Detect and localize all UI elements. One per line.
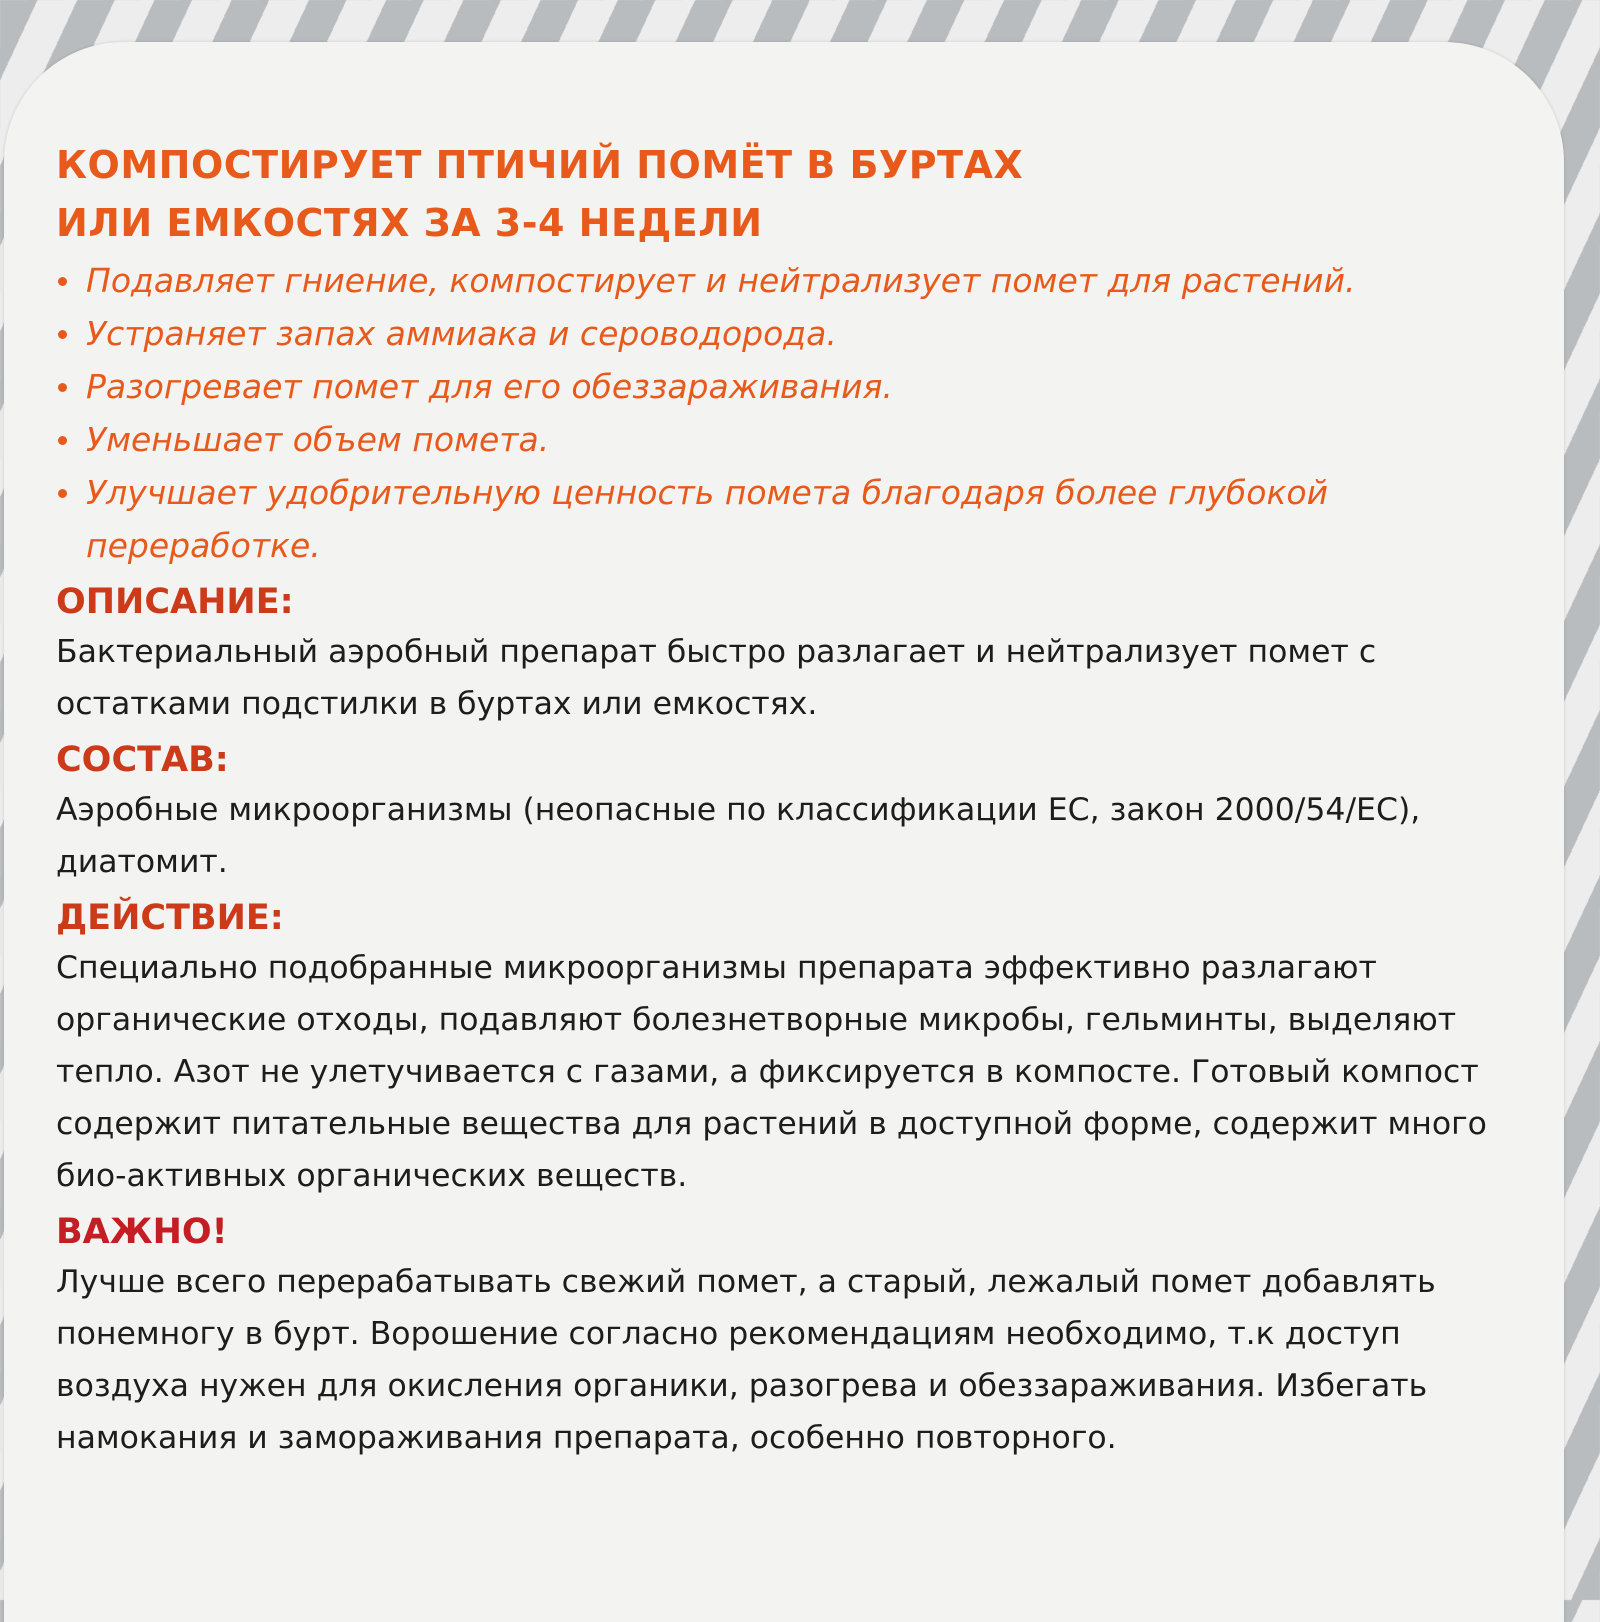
headline-line-1: КОМПОСТИРУЕТ ПТИЧИЙ ПОМЁТ В БУРТАХ <box>56 143 1024 187</box>
product-label-panel <box>4 42 1564 1622</box>
benefit-item <box>56 254 1524 307</box>
bullet-icon <box>58 489 67 498</box>
benefit-item <box>56 360 1524 413</box>
benefit-text: Уменьшает объем помета. <box>86 420 550 459</box>
action-text: Специально подобранные микроорганизмы препарата эффективно разлагают органические отходы, подавляют болезнетворные микробы, гельминты, выделяют тепло. Азот не улетучивается с газами, а фиксируется в компосте. Готовый компост содержит питательные вещества для растений в доступной форме, содержит много био-активных органических веществ. <box>56 950 1487 1194</box>
bullet-icon <box>58 277 67 286</box>
benefit-item <box>56 413 1524 466</box>
benefit-item <box>56 307 1524 360</box>
composition-text: Аэробные микроорганизмы (неопасные по классификации ЕС, закон 2000/54/ЕС), диатомит. <box>56 792 1421 880</box>
important-text: Лучше всего перерабатывать свежий помет, а старый, лежалый помет добавлять понемногу в бурт. Ворошение согласно рекомендациям необходимо, т.к доступ воздуха нужен для окисления органики, разогрева и обеззараживания. Избегать намокания и замораживания препарата, особенно повторного. <box>56 1264 1436 1456</box>
bullet-icon <box>58 330 67 339</box>
headline <box>56 136 1524 252</box>
action-heading: ДЕЙСТВИЕ: <box>56 898 284 938</box>
important-section <box>56 1208 1524 1464</box>
headline-line-2: ИЛИ ЕМКОСТЯХ ЗА 3-4 НЕДЕЛИ <box>56 201 763 245</box>
action-section <box>56 894 1524 1202</box>
important-heading: ВАЖНО! <box>56 1212 228 1252</box>
bullet-icon <box>58 436 67 445</box>
description-heading: ОПИСАНИЕ: <box>56 582 294 622</box>
composition-section <box>56 736 1524 888</box>
composition-heading: СОСТАВ: <box>56 740 229 780</box>
benefit-text: Устраняет запах аммиака и сероводорода. <box>86 314 837 353</box>
description-text: Бактериальный аэробный препарат быстро разлагает и нейтрализует помет с остатками подстилки в буртах или емкостях. <box>56 634 1377 722</box>
description-section <box>56 578 1524 730</box>
bullet-icon <box>58 383 67 392</box>
benefit-text: Разогревает помет для его обеззараживания. <box>86 367 893 406</box>
benefit-list <box>56 254 1524 572</box>
benefit-text: Улучшает удобрительную ценность помета благодаря более глубокой переработке. <box>86 473 1329 565</box>
benefit-text: Подавляет гниение, компостирует и нейтрализует помет для растений. <box>86 261 1356 300</box>
benefit-item <box>56 466 1524 572</box>
